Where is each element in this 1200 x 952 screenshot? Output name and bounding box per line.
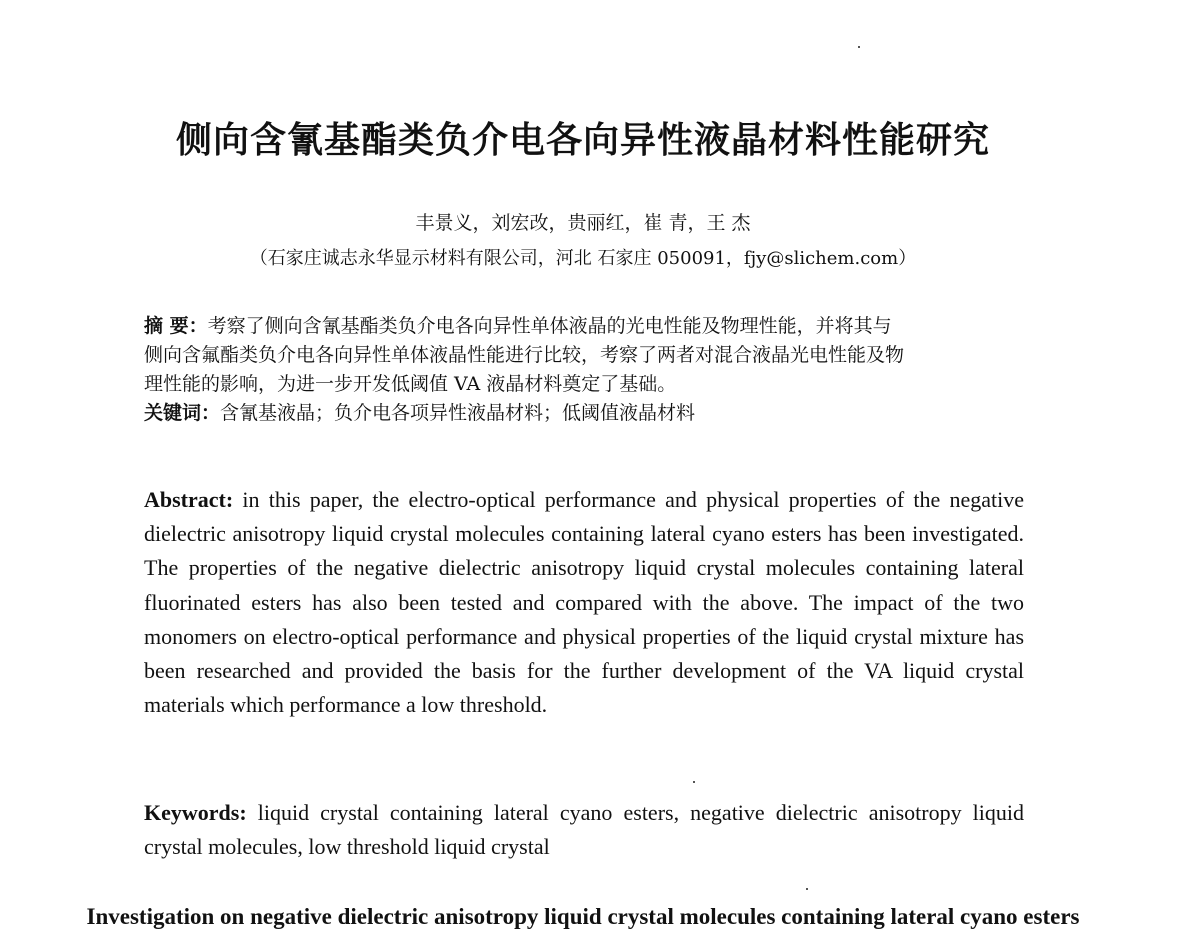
abstract-en-text: in this paper, the electro-optical performance and physical properties of the negative dielectric anisotropy liquid crystal molecules containing lateral cyano esters has been investigated. The properties of the negative dielectric anisotropy liquid crystal molecules containing lateral fluorinated esters has also been tested and compared with the above. The impact of the two monomers on electro-optical performance and physical properties of the liquid crystal mixture has been researched and provided the basis for the further development of the VA liquid crystal materials which performance a low threshold. <box>144 487 1024 718</box>
scan-speck <box>858 46 860 48</box>
keywords-en-text: liquid crystal containing lateral cyano esters, negative dielectric anisotropy liquid crystal molecules, low threshold liquid crystal <box>144 800 1024 859</box>
scan-speck <box>806 888 808 890</box>
author-list: 丰景义，刘宏改，贵丽红，崔 青，王 杰 <box>415 212 751 234</box>
abstract-cn-line: 理性能的影响，为进一步开发低阈值 VA 液晶材料奠定了基础。 <box>144 373 677 395</box>
paper-title-cn: 侧向含氰基酯类负介电各向异性液晶材料性能研究 <box>175 119 990 161</box>
abstract-en-label: Abstract: <box>144 487 234 512</box>
abstract-cn <box>144 312 1034 428</box>
keywords-en <box>144 796 1024 864</box>
abstract-cn-label: 摘 要： <box>144 315 208 337</box>
abstract-cn-line <box>144 312 1034 341</box>
affiliation: （石家庄诚志永华显示材料有限公司，河北 石家庄 050091，fjy@slichem.com） <box>249 248 917 269</box>
abstract-cn-text: 考察了侧向含氰基酯类负介电各向异性单体液晶的光电性能及物理性能，并将其与 <box>207 315 892 337</box>
keywords-cn-text: 含氰基液晶；负介电各项异性液晶材料；低阈值液晶材料 <box>220 402 696 424</box>
scan-speck <box>693 781 695 783</box>
abstract-en <box>144 483 1024 722</box>
paper-title-en: Investigation on negative dielectric anisotropy liquid crystal molecules containing lateral cyano esters <box>86 904 1080 929</box>
keywords-cn <box>144 399 1034 428</box>
keywords-cn-label: 关键词： <box>144 402 221 424</box>
keywords-en-label: Keywords: <box>144 800 247 825</box>
abstract-cn-line: 侧向含氟酯类负介电各向异性单体液晶性能进行比较，考察了两者对混合液晶光电性能及物 <box>144 344 905 366</box>
